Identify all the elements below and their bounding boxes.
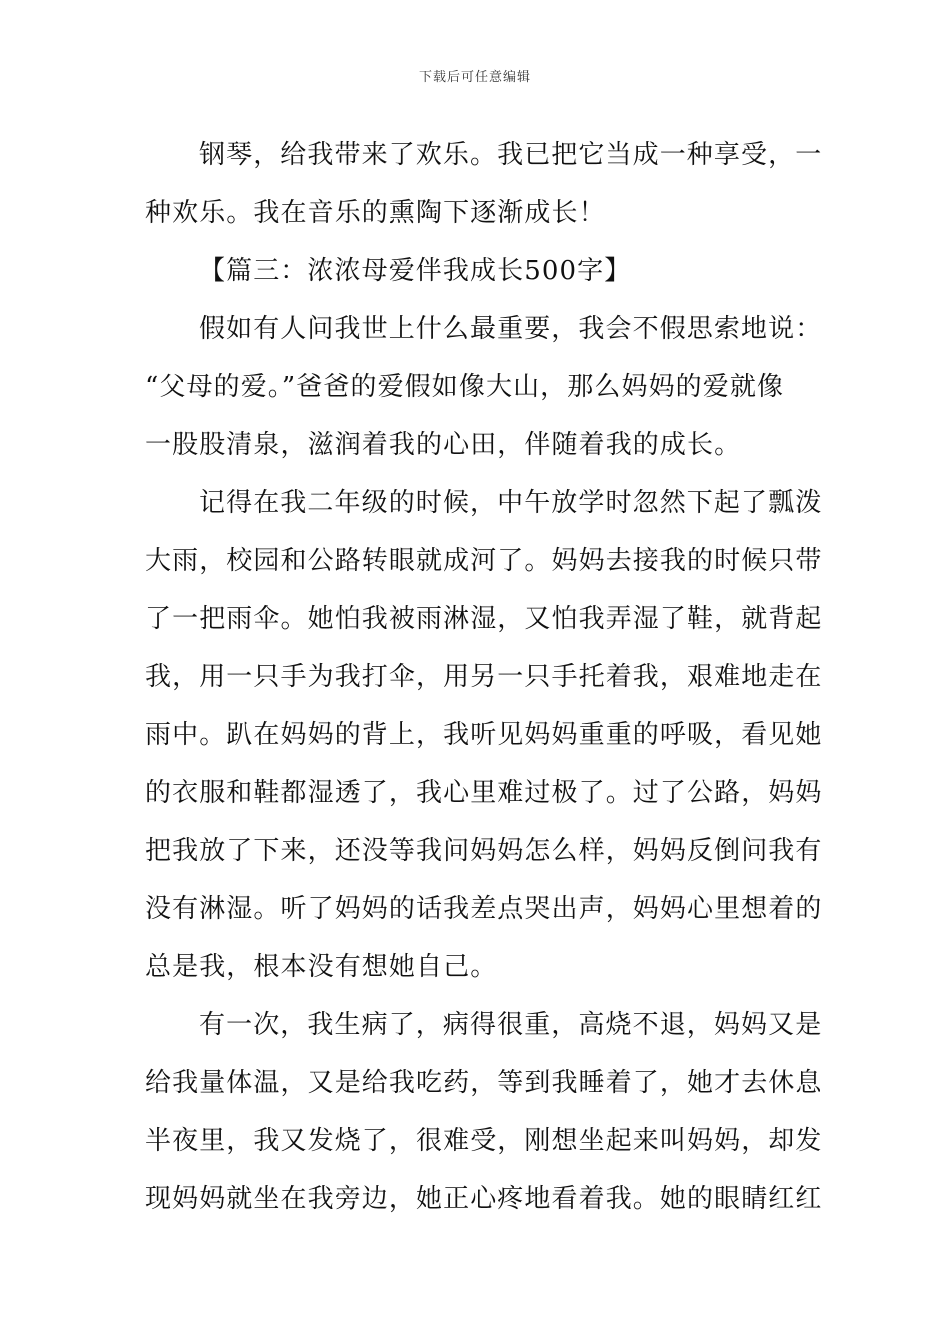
text-line: 没有淋湿。听了妈妈的话我差点哭出声，妈妈心里想着的 [145,894,823,924]
section-title: 【篇三：浓浓母爱伴我成长500字】 [199,256,632,286]
text-line: 把我放了下来，还没等我问妈妈怎么样，妈妈反倒问我有 [145,836,823,866]
essay-body [145,126,823,1228]
text-line: 半夜里，我又发烧了，很难受，刚想坐起来叫妈妈，却发 [145,1126,823,1156]
text-line: 了一把雨伞。她怕我被雨淋湿，又怕我弄湿了鞋，就背起 [145,604,823,634]
header-note: 下载后可任意编辑 [418,70,531,85]
text-line: 雨中。趴在妈妈的背上，我听见妈妈重重的呼吸，看见她 [145,720,823,750]
text-line: 钢琴，给我带来了欢乐。我已把它当成一种享受，一 [199,140,823,170]
text-line: “父母的爱。”爸爸的爱假如像大山，那么妈妈的爱就像 [145,372,785,402]
text-line: 总是我，根本没有想她自己。 [145,952,498,982]
text-line: 现妈妈就坐在我旁边，她正心疼地看着我。她的眼睛红红 [145,1184,823,1214]
text-line: 的衣服和鞋都湿透了，我心里难过极了。过了公路，妈妈 [145,778,823,808]
text-line: 种欢乐。我在音乐的熏陶下逐渐成长！ [145,198,606,228]
text-line: 一股股清泉，滋润着我的心田，伴随着我的成长。 [145,430,742,460]
text-line: 假如有人问我世上什么最重要，我会不假思索地说： [199,314,823,344]
text-line: 记得在我二年级的时候，中午放学时忽然下起了瓢泼 [199,488,823,518]
text-line: 有一次，我生病了，病得很重，高烧不退，妈妈又是 [199,1010,823,1040]
text-line: 给我量体温，又是给我吃药，等到我睡着了，她才去休息 [145,1068,823,1098]
text-line: 大雨，校园和公路转眼就成河了。妈妈去接我的时候只带 [145,546,823,576]
text-line: 我，用一只手为我打伞，用另一只手托着我，艰难地走在 [145,662,823,692]
